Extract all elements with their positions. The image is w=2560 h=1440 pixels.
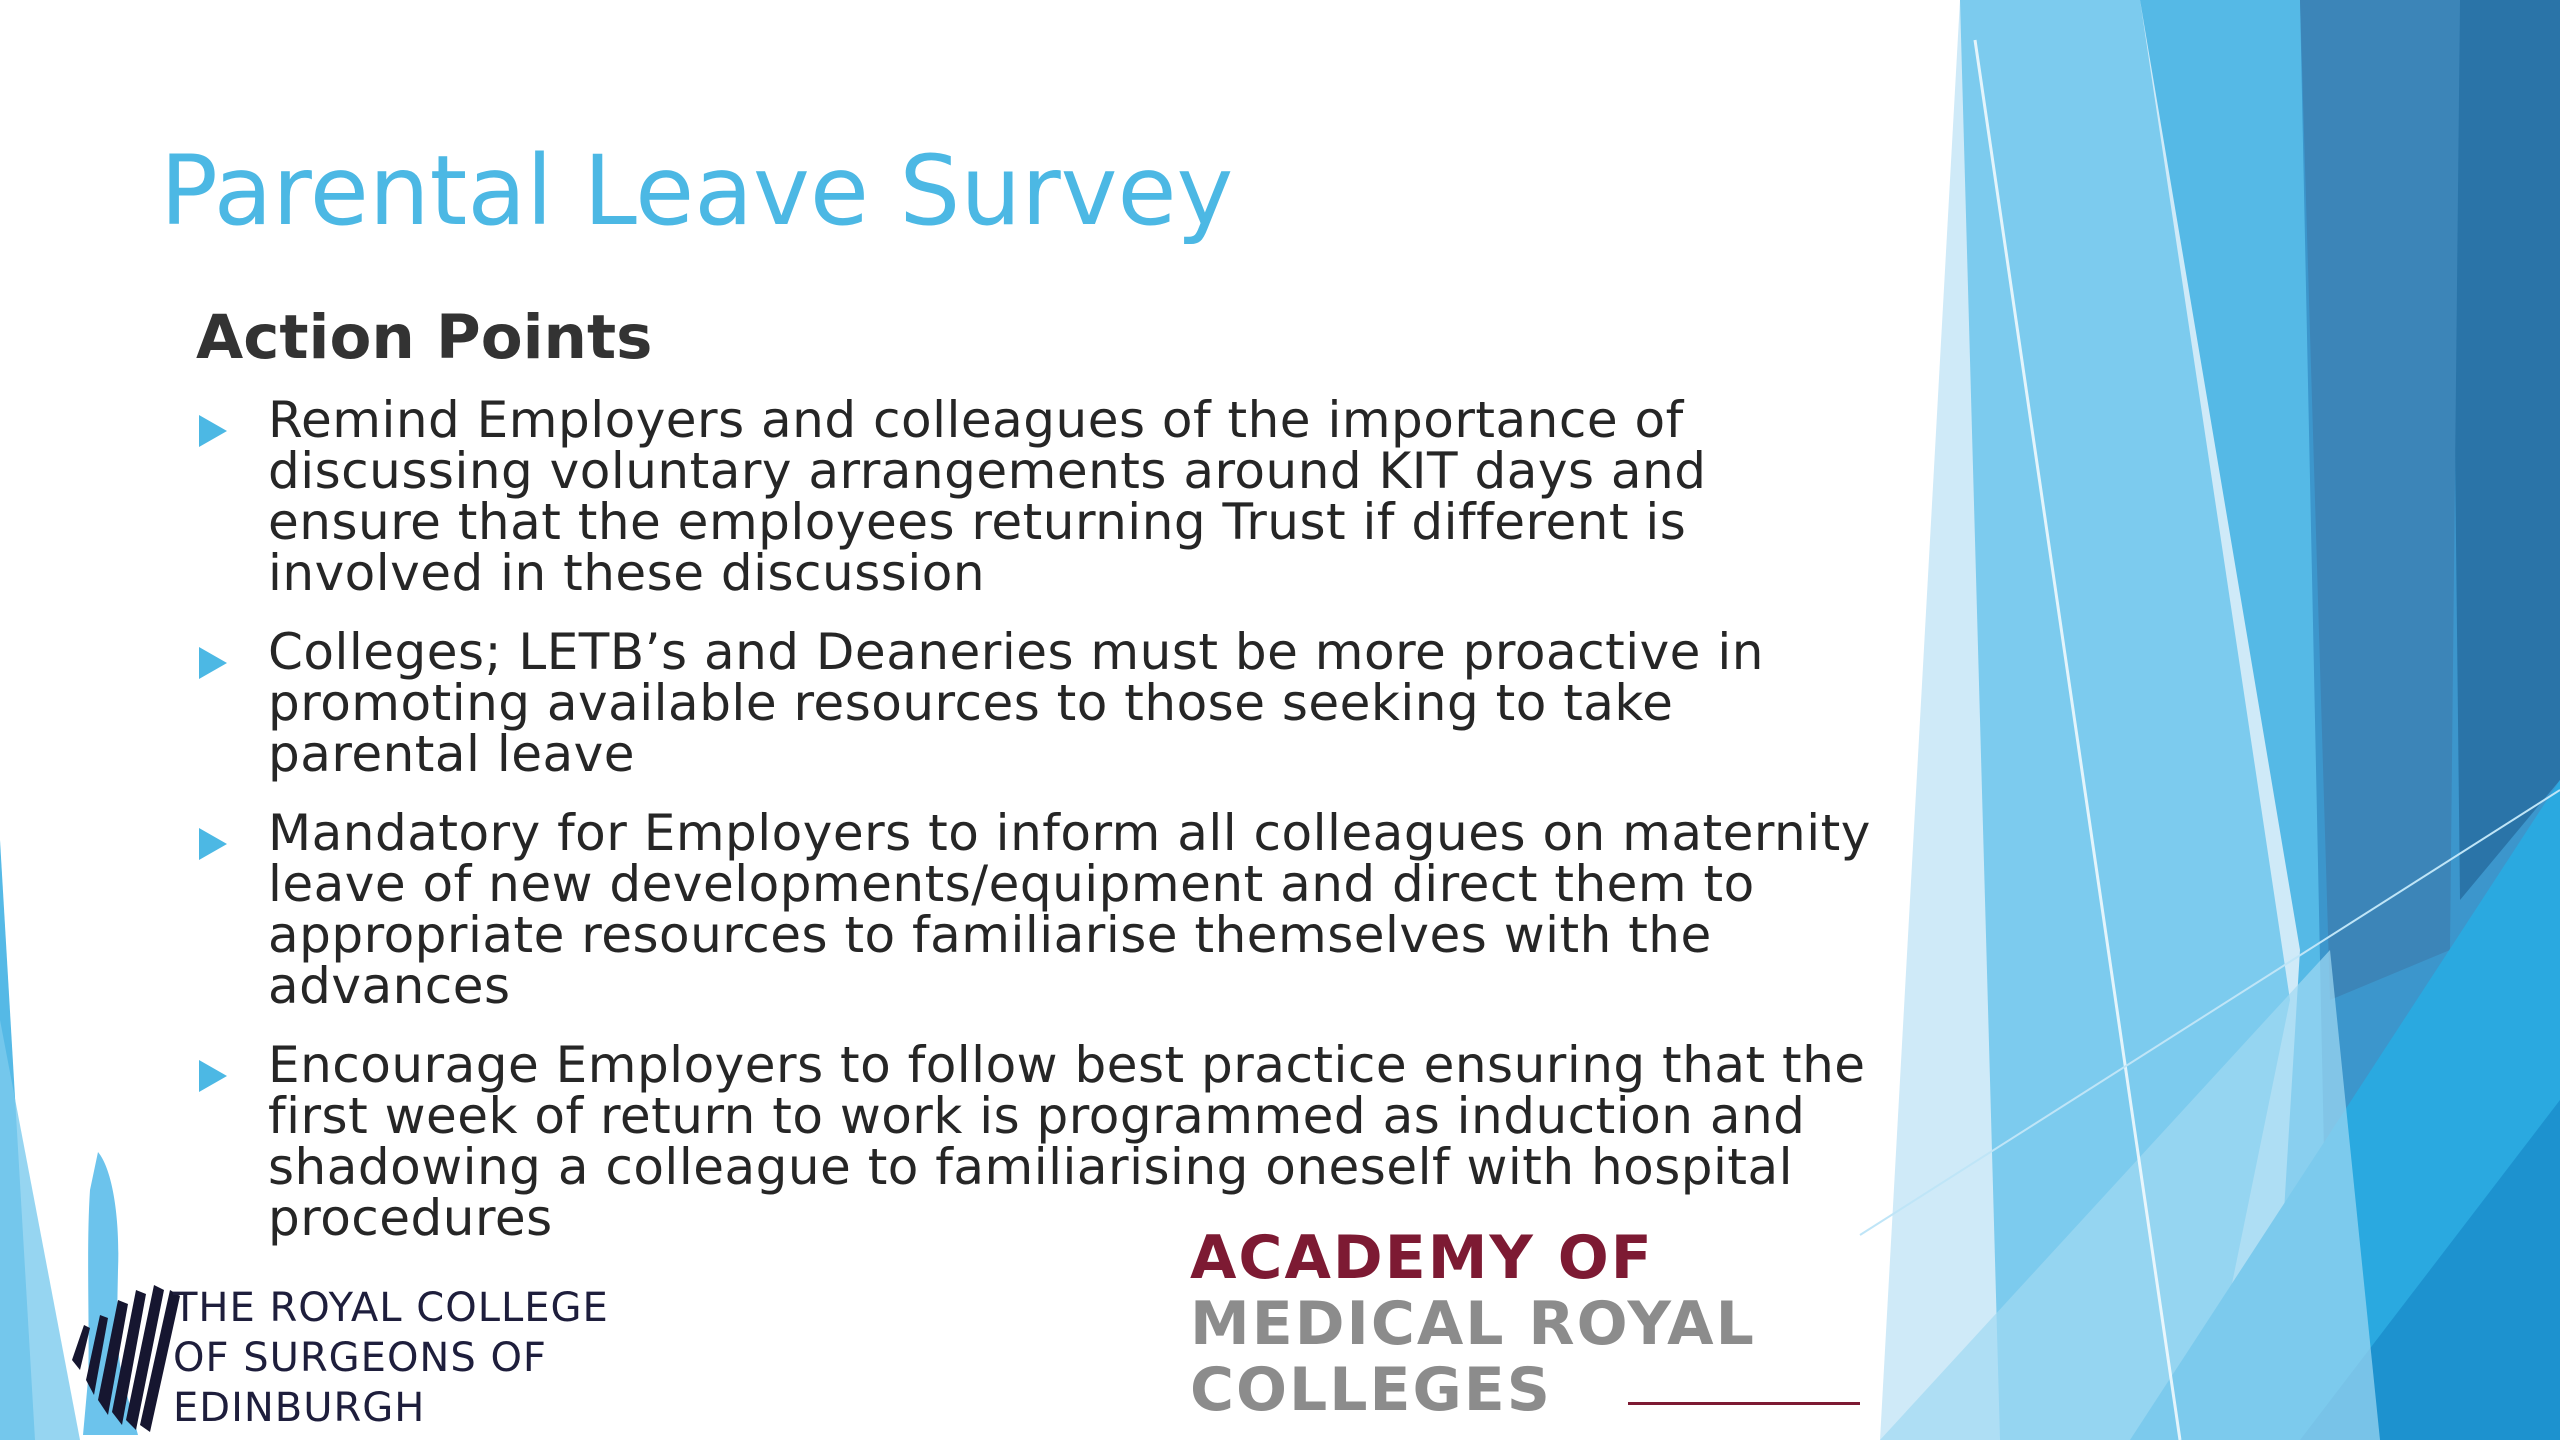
academy-logo-line: ACADEMY OF bbox=[1190, 1223, 1654, 1293]
academy-logo-rule bbox=[1628, 1402, 1860, 1405]
section-heading: Action Points bbox=[196, 302, 653, 373]
list-item bbox=[196, 391, 1896, 602]
triangle-right-icon bbox=[199, 647, 227, 679]
rcs-logo-line: THE ROYAL COLLEGE bbox=[173, 1285, 609, 1331]
list-item bbox=[196, 804, 1896, 1015]
academy-logo-line: COLLEGES bbox=[1190, 1355, 1552, 1425]
triangle-right-icon bbox=[199, 415, 227, 447]
list-item bbox=[196, 623, 1896, 783]
slide-title: Parental Leave Survey bbox=[160, 135, 1234, 247]
bullet-text: Remind Employers and colleagues of the importance of discussing voluntary arrangements around KIT days and ensure that the employees returning Trust if different is involved in these discussion bbox=[268, 391, 1707, 602]
rcs-logo-text bbox=[173, 1283, 609, 1433]
triangle-right-icon bbox=[199, 1060, 227, 1092]
academy-logo-line: MEDICAL ROYAL bbox=[1190, 1289, 1756, 1359]
rcs-logo-line: OF SURGEONS OF bbox=[173, 1335, 547, 1381]
academy-logo bbox=[1190, 1225, 1756, 1423]
triangle-right-icon bbox=[199, 828, 227, 860]
bullet-text: Colleges; LETB’s and Deaneries must be more proactive in promoting available resources to those seeking to take parental leave bbox=[268, 623, 1764, 783]
action-points-list bbox=[196, 391, 1896, 1272]
bullet-text: Mandatory for Employers to inform all colleagues on maternity leave of new developments/equipment and direct them to appropriate resources to familiarise themselves with the advances bbox=[268, 804, 1871, 1015]
bullet-text: Encourage Employers to follow best practice ensuring that the first week of return to work is programmed as induction and shadowing a colleague to familiarising oneself with hospital procedures bbox=[268, 1036, 1866, 1247]
rcs-logo-line: EDINBURGH bbox=[173, 1385, 426, 1431]
